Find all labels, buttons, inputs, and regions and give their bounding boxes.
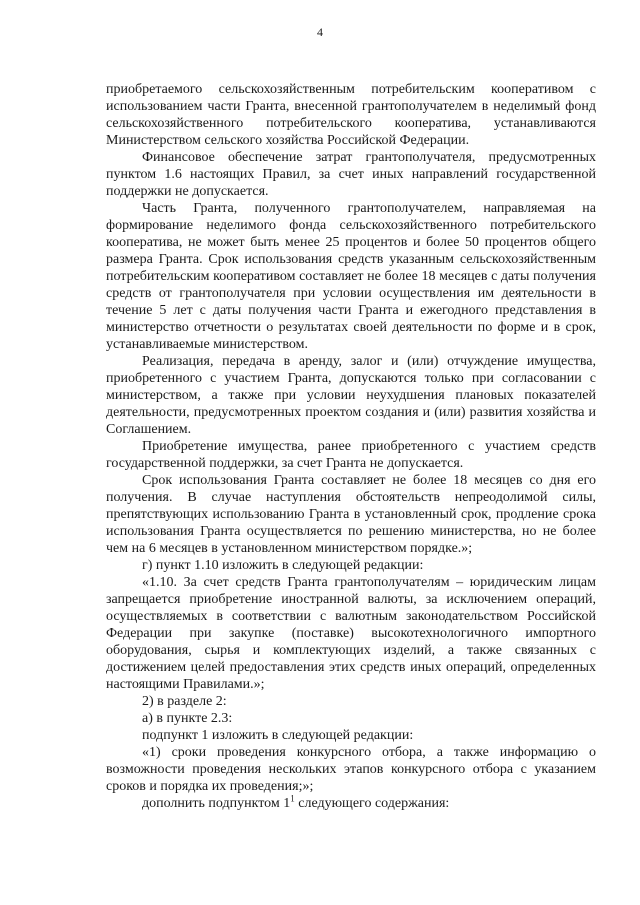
paragraph-property-acquisition: Приобретение имущества, ранее приобретенного с участием средств государственной поддержки, за счет Гранта не допускается. [106, 439, 596, 471]
add-subpoint-suffix: следующего содержания: [294, 796, 450, 811]
paragraph-competition-terms: «1) сроки проведения конкурсного отбора, а также информацию о возможности проведения нескольких этапов конкурсного отбора с указанием сроков и порядка их проведения;»; [106, 745, 596, 794]
paragraph-point-2-3: а) в пункте 2.3: [142, 711, 233, 726]
add-subpoint-prefix: дополнить подпунктом 1 [142, 796, 291, 811]
paragraph-property-disposal: Реализация, передача в аренду, залог и (или) отчуждение имущества, приобретенного с участием Гранта, допускаются только при согласовании с министерством, а также при условии неухудшения плановых показателей деятельности, предусмотренных проектом создания и (или) развития хозяйства и Соглашением. [106, 354, 596, 437]
paragraph-section-2: 2) в разделе 2: [142, 694, 227, 709]
paragraph-continuation: приобретаемого сельскохозяйственным потребительским кооперативом с использованием части Гранта, внесенной грантополучателем в неделимый фонд сельскохозяйственного потребительского кооператива, устанавливаются Министерством сельского хозяйства Российской Федерации. [106, 82, 596, 148]
paragraph-add-subpoint [106, 795, 596, 812]
document-body [106, 81, 596, 812]
page-number: 4 [317, 25, 323, 39]
paragraph-item-g: г) пункт 1.10 изложить в следующей редакции: [142, 558, 424, 573]
paragraph-subpoint-1: подпункт 1 изложить в следующей редакции: [142, 728, 414, 743]
paragraph-1-10: «1.10. За счет средств Гранта грантополучателям – юридическим лицам запрещается приобретение иностранной валюты, за исключением операций, осуществляемых в соответствии с валютным законодательством Российской Федерации при закупке (поставке) высокотехнологичного импортного оборудования, сырья и комплектующих изделий, а также связанных с достижением целей предоставления этих средств иных операций, определенных настоящими Правилами.»; [106, 575, 596, 692]
paragraph-grant-share: Часть Гранта, полученного грантополучателем, направляемая на формирование неделимого фонда сельскохозяйственного потребительского кооператива, не может быть менее 25 процентов и более 50 процентов общего размера Гранта. Срок использования средств указанным сельскохозяйственным потребительским кооперативом составляет не более 18 месяцев с даты получения средств от грантополучателя при условии осуществления им деятельности в течение 5 лет с даты получения части Гранта и ежегодного представления в министерство отчетности о результатах своей деятельности по форме и в срок, устанавливаемые министерством. [106, 201, 596, 352]
paragraph-financing: Финансовое обеспечение затрат грантополучателя, предусмотренных пунктом 1.6 настоящих Правил, за счет иных направлений государственной поддержки не допускается. [106, 150, 596, 199]
add-subpoint-superscript: 1 [290, 793, 295, 804]
paragraph-grant-term: Срок использования Гранта составляет не более 18 месяцев со дня его получения. В случае наступления обстоятельств непреодолимой силы, препятствующих использованию Гранта в установленный срок, продление срока использования Гранта осуществляется по решению министерства, но не более чем на 6 месяцев в установленном министерством порядке.»; [106, 473, 596, 556]
